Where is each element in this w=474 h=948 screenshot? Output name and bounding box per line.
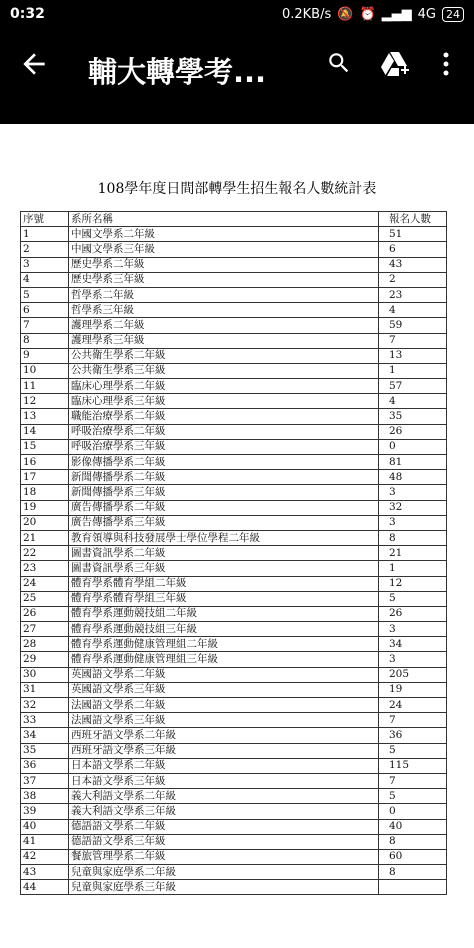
row-count: 4 — [379, 394, 447, 409]
row-count: 60 — [379, 849, 447, 864]
table-row — [21, 576, 447, 591]
row-count — [379, 880, 447, 895]
row-department: 日本語文學系二年級 — [69, 758, 379, 773]
table-row — [21, 546, 447, 561]
row-index: 2 — [21, 242, 69, 257]
row-index: 43 — [21, 865, 69, 880]
row-count: 8 — [379, 530, 447, 545]
row-count: 81 — [379, 455, 447, 470]
row-department: 義大利語文學系三年級 — [69, 804, 379, 819]
row-count: 7 — [379, 333, 447, 348]
row-department: 法國語文學系三年級 — [69, 713, 379, 728]
row-index: 6 — [21, 303, 69, 318]
row-index: 40 — [21, 819, 69, 834]
row-index: 24 — [21, 576, 69, 591]
row-count: 0 — [379, 439, 447, 454]
table-row — [21, 561, 447, 576]
row-index: 21 — [21, 530, 69, 545]
row-department: 護理學系三年級 — [69, 333, 379, 348]
row-count: 115 — [379, 758, 447, 773]
row-index: 44 — [21, 880, 69, 895]
row-department: 體育學系運動健康管理組二年級 — [69, 637, 379, 652]
row-count: 26 — [379, 606, 447, 621]
table-row — [21, 379, 447, 394]
table-row — [21, 409, 447, 424]
row-index: 36 — [21, 758, 69, 773]
status-bar — [0, 0, 474, 28]
table-row — [21, 652, 447, 667]
table-row — [21, 667, 447, 682]
row-department: 哲學系三年級 — [69, 303, 379, 318]
row-index: 5 — [21, 287, 69, 302]
row-count: 43 — [379, 257, 447, 272]
row-count: 32 — [379, 500, 447, 515]
row-department: 教育領導與科技發展學士學位學程二年級 — [69, 530, 379, 545]
row-department: 英國語文學系三年級 — [69, 682, 379, 697]
row-department: 臨床心理學系三年級 — [69, 394, 379, 409]
table-row — [21, 819, 447, 834]
row-department: 法國語文學系二年級 — [69, 698, 379, 713]
table-row — [21, 318, 447, 333]
row-index: 29 — [21, 652, 69, 667]
row-department: 西班牙語文學系三年級 — [69, 743, 379, 758]
status-time: 0:32 — [10, 6, 45, 22]
row-count: 13 — [379, 348, 447, 363]
row-count: 21 — [379, 546, 447, 561]
table-row — [21, 515, 447, 530]
row-index: 35 — [21, 743, 69, 758]
row-index: 17 — [21, 470, 69, 485]
row-department: 職能治療學系二年級 — [69, 409, 379, 424]
row-count: 57 — [379, 379, 447, 394]
row-index: 25 — [21, 591, 69, 606]
row-index: 18 — [21, 485, 69, 500]
row-count: 24 — [379, 698, 447, 713]
row-count: 6 — [379, 242, 447, 257]
row-count: 51 — [379, 227, 447, 242]
table-row — [21, 713, 447, 728]
row-count: 5 — [379, 591, 447, 606]
table-row — [21, 470, 447, 485]
row-count: 8 — [379, 834, 447, 849]
row-index: 16 — [21, 455, 69, 470]
row-department: 新聞傳播學系三年級 — [69, 485, 379, 500]
table-row — [21, 834, 447, 849]
row-department: 中國文學系三年級 — [69, 242, 379, 257]
table-row — [21, 257, 447, 272]
row-index: 38 — [21, 789, 69, 804]
table-row — [21, 606, 447, 621]
row-department: 西班牙語文學系二年級 — [69, 728, 379, 743]
row-count: 4 — [379, 303, 447, 318]
network-speed: 0.2KB/s — [281, 6, 332, 22]
table-row — [21, 591, 447, 606]
row-index: 23 — [21, 561, 69, 576]
row-count: 3 — [379, 515, 447, 530]
row-count: 1 — [379, 561, 447, 576]
row-department: 廣告傳播學系三年級 — [69, 515, 379, 530]
signal-icon: ▂▄▆ — [381, 6, 412, 22]
row-department: 體育學系運動健康管理組三年級 — [69, 652, 379, 667]
row-count: 8 — [379, 865, 447, 880]
table-row — [21, 728, 447, 743]
drive-add-icon[interactable] — [380, 50, 410, 78]
table-row — [21, 455, 447, 470]
row-department: 體育學系體育學組三年級 — [69, 591, 379, 606]
row-department: 影像傳播學系二年級 — [69, 455, 379, 470]
table-row — [21, 743, 447, 758]
row-index: 30 — [21, 667, 69, 682]
network-type: 4G — [417, 6, 436, 22]
row-count: 12 — [379, 576, 447, 591]
mute-icon: 🔕 — [337, 6, 354, 22]
row-index: 19 — [21, 500, 69, 515]
table-row — [21, 227, 447, 242]
table-row — [21, 363, 447, 378]
row-count: 205 — [379, 667, 447, 682]
row-count: 7 — [379, 773, 447, 788]
row-count: 2 — [379, 272, 447, 287]
row-count: 7 — [379, 713, 447, 728]
row-count: 59 — [379, 318, 447, 333]
row-department: 呼吸治療學系二年級 — [69, 424, 379, 439]
more-vert-icon[interactable] — [438, 50, 454, 78]
table-row — [21, 865, 447, 880]
row-index: 33 — [21, 713, 69, 728]
row-department: 公共衛生學系二年級 — [69, 348, 379, 363]
row-count: 40 — [379, 819, 447, 834]
table-row — [21, 394, 447, 409]
row-count: 5 — [379, 789, 447, 804]
row-count: 0 — [379, 804, 447, 819]
table-row — [21, 880, 447, 895]
document-title: 輔大轉學考... — [88, 55, 267, 89]
alarm-icon: ⏰ — [359, 6, 376, 22]
row-department: 圖書資訊學系三年級 — [69, 561, 379, 576]
table-row — [21, 303, 447, 318]
row-count: 36 — [379, 728, 447, 743]
row-department: 廣告傳播學系二年級 — [69, 500, 379, 515]
row-department: 體育學系體育學組二年級 — [69, 576, 379, 591]
enrollment-table — [20, 211, 447, 895]
row-index: 4 — [21, 272, 69, 287]
header-index: 序號 — [21, 212, 69, 227]
row-index: 1 — [21, 227, 69, 242]
row-count: 48 — [379, 470, 447, 485]
status-indicators — [282, 7, 464, 22]
table-row — [21, 424, 447, 439]
row-index: 41 — [21, 834, 69, 849]
row-department: 義大利語文學系二年級 — [69, 789, 379, 804]
row-count: 26 — [379, 424, 447, 439]
row-count: 5 — [379, 743, 447, 758]
row-count: 1 — [379, 363, 447, 378]
row-index: 34 — [21, 728, 69, 743]
row-department: 體育學系運動競技組二年級 — [69, 606, 379, 621]
header-department: 系所名稱 — [69, 212, 379, 227]
table-row — [21, 242, 447, 257]
row-count: 35 — [379, 409, 447, 424]
table-row — [21, 682, 447, 697]
row-department: 歷史學系三年級 — [69, 272, 379, 287]
row-index: 15 — [21, 439, 69, 454]
row-count: 3 — [379, 485, 447, 500]
row-department: 德語語文學系三年級 — [69, 834, 379, 849]
row-department: 餐旅管理學系二年級 — [69, 849, 379, 864]
row-index: 42 — [21, 849, 69, 864]
row-index: 37 — [21, 773, 69, 788]
row-count: 19 — [379, 682, 447, 697]
row-department: 歷史學系二年級 — [69, 257, 379, 272]
table-row — [21, 698, 447, 713]
row-index: 31 — [21, 682, 69, 697]
table-row — [21, 758, 447, 773]
row-department: 兒童與家庭學系二年級 — [69, 865, 379, 880]
row-index: 11 — [21, 379, 69, 394]
back-arrow-icon[interactable] — [18, 48, 50, 80]
battery-level: 24 — [442, 7, 464, 22]
table-row — [21, 333, 447, 348]
row-index: 27 — [21, 622, 69, 637]
row-department: 護理學系二年級 — [69, 318, 379, 333]
row-department: 哲學系二年級 — [69, 287, 379, 302]
row-count: 3 — [379, 652, 447, 667]
table-row — [21, 485, 447, 500]
table-row — [21, 348, 447, 363]
row-count: 23 — [379, 287, 447, 302]
row-index: 12 — [21, 394, 69, 409]
row-department: 體育學系運動競技組三年級 — [69, 622, 379, 637]
document-page — [0, 124, 474, 948]
row-index: 39 — [21, 804, 69, 819]
row-department: 公共衛生學系三年級 — [69, 363, 379, 378]
row-department: 德語語文學系二年級 — [69, 819, 379, 834]
row-index: 13 — [21, 409, 69, 424]
table-row — [21, 773, 447, 788]
table-title: 108學年度日間部轉學生招生報名人數統計表 — [97, 181, 377, 197]
row-count: 3 — [379, 622, 447, 637]
row-index: 14 — [21, 424, 69, 439]
row-department: 中國文學系二年級 — [69, 227, 379, 242]
row-index: 8 — [21, 333, 69, 348]
row-index: 32 — [21, 698, 69, 713]
table-row — [21, 439, 447, 454]
row-index: 28 — [21, 637, 69, 652]
app-bar — [0, 28, 474, 124]
table-row — [21, 530, 447, 545]
row-index: 22 — [21, 546, 69, 561]
search-icon[interactable] — [326, 50, 352, 76]
row-index: 10 — [21, 363, 69, 378]
table-row — [21, 804, 447, 819]
row-department: 圖書資訊學系二年級 — [69, 546, 379, 561]
row-department: 日本語文學系三年級 — [69, 773, 379, 788]
table-row — [21, 849, 447, 864]
row-department: 呼吸治療學系三年級 — [69, 439, 379, 454]
row-index: 7 — [21, 318, 69, 333]
row-index: 9 — [21, 348, 69, 363]
table-row — [21, 272, 447, 287]
row-index: 26 — [21, 606, 69, 621]
table-row — [21, 637, 447, 652]
row-department: 臨床心理學系二年級 — [69, 379, 379, 394]
row-count: 34 — [379, 637, 447, 652]
header-count: 報名人數 — [379, 212, 447, 227]
table-row — [21, 789, 447, 804]
table-row — [21, 287, 447, 302]
table-header-row — [21, 212, 447, 227]
row-index: 20 — [21, 515, 69, 530]
table-row — [21, 622, 447, 637]
row-department: 兒童與家庭學系三年級 — [69, 880, 379, 895]
row-index: 3 — [21, 257, 69, 272]
row-department: 新聞傳播學系二年級 — [69, 470, 379, 485]
table-row — [21, 500, 447, 515]
row-department: 英國語文學系二年級 — [69, 667, 379, 682]
